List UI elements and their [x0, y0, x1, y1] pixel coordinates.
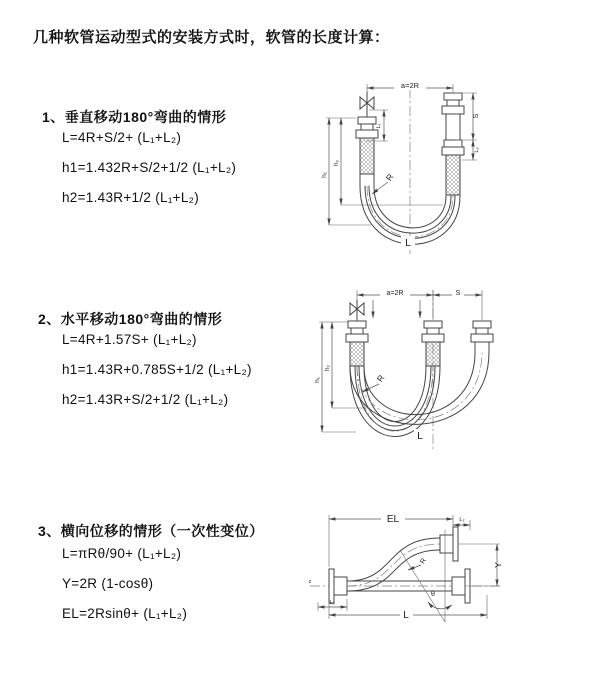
dim-label-length: L — [403, 610, 409, 621]
formula: h2=1.43R+S/2+1/2 (L₁+L₂) — [62, 392, 229, 407]
hose-u-bend-original — [350, 366, 440, 437]
angle-label-theta: θ — [431, 591, 435, 598]
dim-label-h1: h₁ — [314, 377, 321, 383]
left-fitting — [356, 117, 378, 186]
diagram-lateral-displacement — [303, 505, 595, 653]
dim-label-h2: h₂ — [324, 364, 331, 372]
dim-label-radius: R — [419, 557, 428, 566]
right-fitting — [471, 321, 493, 352]
right-fitting — [442, 93, 464, 195]
dim-label-h2: h₂ — [333, 159, 340, 167]
diagram-horizontal-180-bend — [310, 282, 588, 454]
dim-label-length: L — [417, 430, 423, 442]
dim-label-length: L — [405, 237, 411, 249]
dim-label-h1: h₁ — [321, 172, 328, 178]
section3-formulas — [62, 539, 187, 629]
formula: Y=2R (1-cosθ) — [62, 576, 154, 591]
page-title: 几种软管运动型式的安装方式时，软管的长度计算： — [33, 29, 390, 46]
dim-label-fitting-left: L₁ — [376, 123, 382, 129]
dim-label-l1: L₁ — [329, 600, 335, 606]
dim-label-l2: L₂ — [459, 517, 465, 523]
dim-label-fitting-right: L₂ — [474, 147, 480, 153]
dim-label-y: Y — [493, 562, 503, 568]
formula: L=πRθ/90+ (L₁+L₂) — [62, 546, 182, 561]
middle-fitting — [422, 321, 444, 366]
formula: L=4R+1.57S+ (L₁+L₂) — [62, 332, 197, 347]
formula: h1=1.43R+0.785S+1/2 (L₁+L₂) — [62, 362, 252, 377]
dim-label-travel: S — [455, 290, 461, 297]
axis-mark: z — [308, 579, 312, 585]
dim-label-radius: R — [383, 171, 396, 183]
dim-label-span: a=2R — [386, 290, 404, 297]
section1-formulas — [62, 123, 236, 213]
dim-label-radius: R — [374, 372, 387, 384]
dim-label-span: a=2R — [400, 81, 420, 90]
formula: h1=1.432R+S/2+1/2 (L₁+L₂) — [62, 160, 237, 175]
diagram-vertical-180-bend — [312, 76, 580, 260]
dim-label-travel: S — [473, 113, 480, 119]
section3-heading: 3、横向位移的情形（一次性变位） — [38, 523, 264, 539]
formula: L=4R+S/2+ (L₁+L₂) — [62, 130, 182, 145]
left-fitting — [346, 321, 368, 366]
section1-heading: 1、垂直移动180°弯曲的情形 — [42, 109, 227, 125]
left-flange — [329, 569, 347, 603]
section2-formulas — [62, 325, 252, 415]
formula: h2=1.43R+1/2 (L₁+L₂) — [62, 190, 200, 205]
dim-label-el: EL — [386, 514, 400, 525]
formula: EL=2Rsinθ+ (L₁+L₂) — [62, 606, 188, 621]
section2-heading: 2、水平移动180°弯曲的情形 — [38, 311, 223, 327]
